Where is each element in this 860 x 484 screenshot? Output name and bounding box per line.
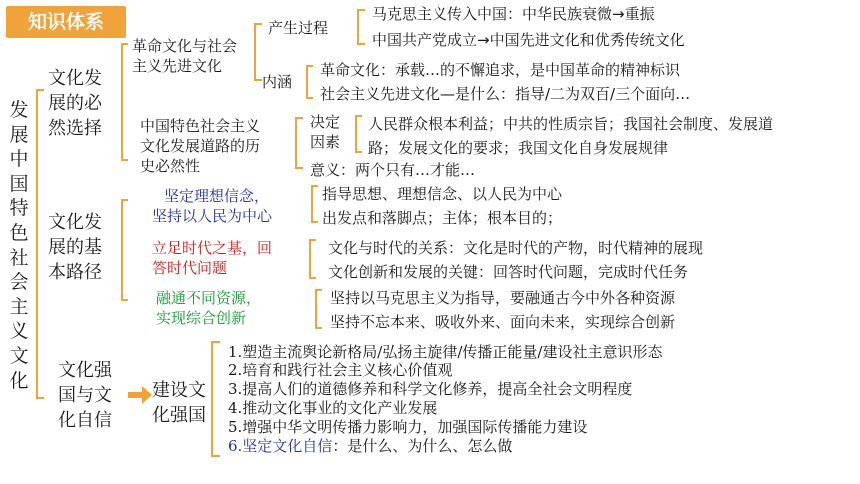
build-item-6-rest: ：是什么、为什么、怎么做	[332, 437, 513, 455]
origin-item-1: 马克思主义传入中国：中华民族衰微→重振	[372, 5, 655, 23]
factors-item-2: 路；发展文化的要求；我国文化自身发展规律	[368, 139, 669, 157]
branch3-title: 文化强 国与文 化自信	[58, 360, 112, 431]
build-item-6	[228, 436, 512, 456]
build-item-2: 2.培育和践行社会主义核心价值观	[228, 361, 453, 379]
origin-item-2: 中国共产党成立→中国先进文化和优秀传统文化	[372, 31, 685, 49]
branch1-title: 文化发 展的必 然选择	[48, 68, 102, 139]
branch2-title: 文化发 展的基 本路径	[48, 212, 102, 283]
meaning-text: 意义：两个只有…才能…	[310, 161, 476, 179]
build-item-5: 5.增强中华文明传播力影响力，加强国际传播能力建设	[228, 418, 588, 436]
origin-label: 产生过程	[268, 19, 329, 37]
ideal-title: 坚定理想信念， 坚持以人民为中心	[152, 187, 273, 225]
factors-label: 决定 因素	[310, 113, 341, 151]
ideal-item-1: 指导思想、理想信念、以人民为中心	[322, 185, 563, 203]
path-title: 中国特色社会主义 文化发展道路的历 史必然性	[140, 117, 261, 175]
revolution-title: 革命文化与社会 主义先进文化	[132, 37, 238, 75]
build-item-1: 1.塑造主流舆论新格局/弘扬主旋律/传播正能量/建设社主意识形态	[228, 343, 663, 361]
knowledge-system-badge: 知识体系	[6, 6, 126, 38]
resources-item-1: 坚持以马克思主义为指导，要融通古今中外各种资源	[330, 289, 676, 307]
era-item-2: 文化创新和发展的关键：回答时代问题，完成时代任务	[328, 263, 689, 281]
era-title: 立足时代之基，回 答时代问题	[152, 239, 273, 277]
connotation-item-2: 社会主义先进文化—是什么：指导/二为双百/三个面向…	[320, 85, 691, 103]
ideal-item-2: 出发点和落脚点；主体；根本目的；	[322, 209, 563, 227]
resources-item-2: 坚持不忘本来、吸收外来、面向未来，实现综合创新	[330, 313, 676, 331]
build-item-6-highlight: 6.坚定文化自信	[228, 437, 333, 455]
era-item-1: 文化与时代的关系：文化是时代的产物，时代精神的展现	[328, 239, 704, 257]
build-item-4: 4.推动文化事业的文化产业发展	[228, 399, 438, 417]
resources-title: 融通不同资源， 实现综合创新	[156, 289, 262, 327]
build-item-3: 3.提高人们的道德修养和科学文化修养，提高全社会文明程度	[228, 380, 633, 398]
connotation-item-1: 革命文化：承载…的不懈追求，是中国革命的精神标识	[320, 61, 681, 79]
build-title: 建设文 化强国	[152, 380, 206, 426]
connotation-label: 内涵	[262, 73, 293, 91]
factors-item-1: 人民群众根本利益；中共的性质宗旨；我国社会制度、发展道	[368, 115, 774, 133]
root-label: 发展中国特色社会主义文化	[9, 99, 29, 392]
